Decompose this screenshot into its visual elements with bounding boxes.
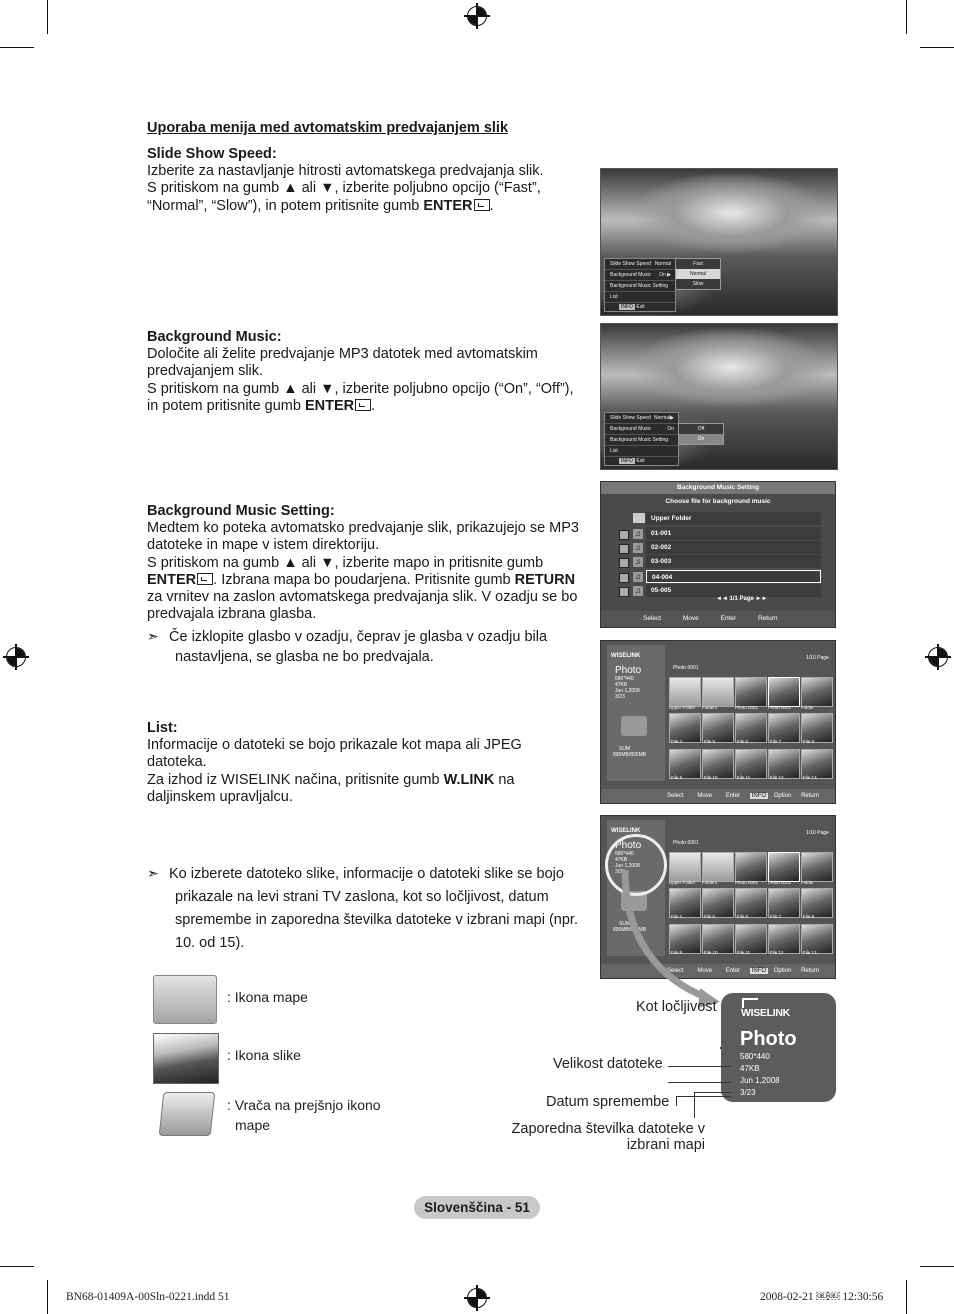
checkbox [619, 573, 629, 583]
registration-mark-icon [3, 644, 29, 670]
zoom-arrow-icon [620, 860, 730, 1010]
bms-line5: za vrnitev na zaslon avtomatskega predvajanja slik. V ozadju se bo [147, 589, 578, 606]
folder-icon [633, 513, 645, 523]
list-line1: Informacije o datoteki se bojo prikazale kot mapa ali JPEG [147, 737, 522, 754]
back-folder-icon [159, 1092, 216, 1136]
bms-line1: Medtem ko poteka avtomatsko predvajanje slik, prikazujejo se MP3 [147, 520, 579, 537]
bms-note: ➣ Če izklopite glasbo v ozadju, čeprav je glasba v ozadju bila nastavljena, se glasba ne bo predvajala. [147, 628, 548, 665]
music-note-icon: ♫ [635, 586, 641, 595]
callout-sequence: Zaporedna številka datoteke v izbrani mapi [511, 1121, 705, 1153]
bms-line4: ENTER . Izbrana mapa bo poudarjena. Pritisnite gumb RETURN [147, 571, 576, 588]
callout-date: Datum spremembe [546, 1094, 670, 1110]
section-heading: Uporaba menija med avtomatskim predvajanjem slik [147, 120, 509, 136]
callout-line [694, 1092, 695, 1118]
wiselink-info-panel: WISELINK Photo 580*440 47KB Jun 1,2008 3/23 SUM 895MB/895MB [607, 645, 665, 781]
screenshot-wiselink-list: WISELINK Photo 580*440 47KB Jun 1,2008 3/23 SUM 895MB/895MB 1/10 Page Photo 0001 Upper Folder Folder1 Photo 0001 Photo 0001 Folder File 4 File 5 File 6 File 7 File 8 File 9 File 10 File 11 File 12 File 13 Select Move Enter INFO Option Return [600, 640, 836, 804]
menu-item: Slide Show Speed Normal [605, 259, 675, 270]
folder-icon [702, 677, 734, 707]
wiselink-logo: WISELINK [741, 1007, 790, 1019]
crop-mark [47, 1280, 48, 1314]
crop-mark [920, 1266, 954, 1267]
bg-music-line2: predvajanjem slik. [147, 363, 264, 380]
folder-icon [153, 975, 217, 1024]
bms-line6: predvajala izbrana glasba. [147, 606, 317, 623]
thumbnail [735, 852, 767, 882]
music-note-icon: ♫ [635, 543, 641, 552]
list-title: List: [147, 720, 178, 736]
list-line3: Za izhod iz WISELINK načina, pritisnite gumb W.LINK na [147, 771, 515, 788]
zoom-date: Jun 1,2008 [740, 1076, 780, 1085]
list-item: 01-001 [646, 527, 821, 540]
music-note-icon: ♫ [635, 572, 641, 581]
menu-item: Slide Show Speed Normal▶ [605, 413, 678, 424]
camera-icon [621, 716, 647, 736]
menu-item: Background Music On ▶ [605, 270, 675, 281]
crop-mark [906, 1280, 907, 1314]
zoom-size: 47KB [740, 1064, 760, 1073]
print-slug-right: 2008-02-21 ￼￼ 12:30:56 [760, 1291, 884, 1303]
image-icon [153, 1033, 219, 1084]
list-item: 02-002 [646, 541, 821, 554]
screenshot-background-music [600, 323, 838, 470]
slide-speed-title: Slide Show Speed: [147, 146, 277, 162]
bms-window-title: Background Music Setting [601, 482, 835, 494]
list-line2: datoteka. [147, 754, 207, 771]
crop-mark [0, 47, 34, 48]
menu-item: List [605, 292, 675, 303]
thumbnail [768, 852, 800, 882]
bg-music-line3: S pritiskom na gumb ▲ ali ▼, izberite poljubno opcijo (“On”, “Off”), [147, 380, 574, 397]
slide-speed-line3: “Normal”, “Slow”), in potem pritisnite gumb ENTER . [147, 197, 494, 214]
menu-item: Background Music Setting [605, 281, 675, 292]
music-options [678, 423, 724, 445]
note-arrow-icon: ➣ [147, 865, 159, 881]
bms-page: ◄◄ 1/1 Page ►► [716, 596, 768, 602]
callout-line [720, 1047, 721, 1049]
thumbnail [801, 677, 833, 707]
checkbox [619, 530, 629, 540]
crop-mark [47, 0, 48, 34]
callout-line [676, 1096, 677, 1106]
slide-speed-line1: Izberite za nastavljanje hitrosti avtomatskega predvajanja slik. [147, 163, 544, 180]
zoomed-info-panel [721, 993, 836, 1102]
bms-title: Background Music Setting: [147, 503, 335, 519]
zoom-sequence: 3/23 [740, 1088, 756, 1097]
bg-music-line1: Določite ali želite predvajanje MP3 datotek med avtomatskim [147, 346, 538, 363]
wiselink-footer: Select Move Enter INFO Option Return [601, 789, 835, 803]
bg-music-setting-text [147, 503, 592, 623]
thumbnail [801, 852, 833, 882]
file-info-note: ➣ Ko izberete datoteko slike, informacije o datoteki slike se bojo prikazale na levi strani TV zaslona, kot so ločljivost, datum spremembe in zaporedna številka datoteke v izbrani mapi (npr. 10. od 15). [147, 862, 597, 955]
crop-mark [0, 1266, 34, 1267]
enter-icon [474, 199, 490, 211]
zoom-photo-title: Photo [740, 1028, 797, 1050]
callout-line [668, 1066, 731, 1067]
bms-footer: Select Move Enter Return [601, 611, 835, 627]
callout-resolution: Kot ločljivost [636, 999, 717, 1015]
legend-back-label: : Vrača na prejšnjo ikono mape [227, 1097, 381, 1133]
option-on: On [679, 434, 723, 444]
checkbox [619, 558, 629, 568]
thumbnail [768, 677, 800, 707]
option-normal: Normal [676, 269, 720, 279]
list-text [147, 720, 592, 806]
screenshot-wiselink-highlight: WISELINK Photo 580*440 47KB Jun 1,2008 3/23 SUM 895MB/895MB 1/10 Page Photo 0001 Upper Folder Folder1 Photo 0001 Photo 0001 Folder File 4 File 5 File 6 File 7 File 8 File 9 File 10 File 11 File 12 File 13 Select Move Enter INFO Option Return [600, 815, 836, 979]
slideshow-menu: Slide Show Speed Normal Background Music On ▶ Background Music Setting List INFO Exit [604, 258, 676, 312]
slide-speed-text [147, 146, 592, 215]
slideshow-menu: Slide Show Speed Normal▶ Background Music On Background Music Setting List INFO Exit [604, 412, 679, 466]
checkbox [619, 544, 629, 554]
music-note-icon: ♫ [635, 529, 641, 538]
bms-line3: S pritiskom na gumb ▲ ali ▼, izberite mapo in pritisnite gumb [147, 554, 544, 571]
list-item: 05-005 [646, 584, 821, 597]
registration-mark-icon [464, 3, 490, 29]
screenshot-bg-music-setting [600, 481, 836, 628]
menu-item: Background Music On [605, 424, 678, 435]
bg-music-text [147, 329, 592, 415]
thumbnail [735, 677, 767, 707]
list-line4: daljinskem upravljalcu. [147, 788, 293, 805]
music-note-icon: ♫ [635, 557, 641, 566]
speed-options [675, 258, 721, 290]
checkbox [619, 587, 629, 597]
page-number: Slovenščina - 51 [414, 1196, 540, 1219]
menu-item: List [605, 446, 678, 457]
option-slow: Slow [692, 281, 704, 287]
callout-line [676, 1096, 731, 1097]
screenshot-slide-speed [600, 168, 838, 316]
bms-subtitle: Choose file for background music [665, 498, 771, 505]
enter-icon [355, 399, 371, 411]
print-slug-left: BN68-01409A-00Sln-0221.indd 51 [66, 1291, 230, 1303]
slide-speed-line2: S pritiskom na gumb ▲ ali ▼, izberite poljubno opcijo (“Fast”, [147, 180, 541, 197]
wiselink-footer: Select Move Enter INFO Option Return [601, 964, 835, 978]
enter-icon [197, 573, 213, 585]
legend-image-label: : Ikona slike [227, 1047, 301, 1063]
bg-music-line4: in potem pritisnite gumb ENTER . [147, 397, 376, 414]
folder-icon [669, 677, 701, 707]
option-fast: Fast [693, 261, 703, 267]
callout-line [668, 1082, 731, 1083]
callout-line [694, 1092, 731, 1093]
crop-mark [906, 0, 907, 34]
registration-mark-icon [464, 1285, 490, 1311]
callout-size: Velikost datoteke [553, 1056, 663, 1072]
note-arrow-icon: ➣ [147, 628, 159, 644]
bms-line2: datoteke in mape v istem direktoriju. [147, 537, 380, 554]
wiselink-logo-icon [742, 998, 758, 1008]
menu-item: Background Music Setting [605, 435, 678, 446]
legend-folder-label: : Ikona mape [227, 989, 308, 1005]
wiselink-info-panel: WISELINK Photo 580*440 47KB Jun 1,2008 3/23 SUM 895MB/895MB [607, 820, 665, 956]
option-off: Off [697, 426, 705, 432]
list-item: 03-003 [646, 555, 821, 568]
bg-music-title: Background Music: [147, 329, 282, 345]
registration-mark-icon [925, 644, 951, 670]
list-item-selected: 04-004 [646, 570, 821, 583]
list-item: Upper Folder [646, 512, 821, 525]
crop-mark [920, 47, 954, 48]
zoom-resolution: 580*440 [740, 1052, 770, 1061]
